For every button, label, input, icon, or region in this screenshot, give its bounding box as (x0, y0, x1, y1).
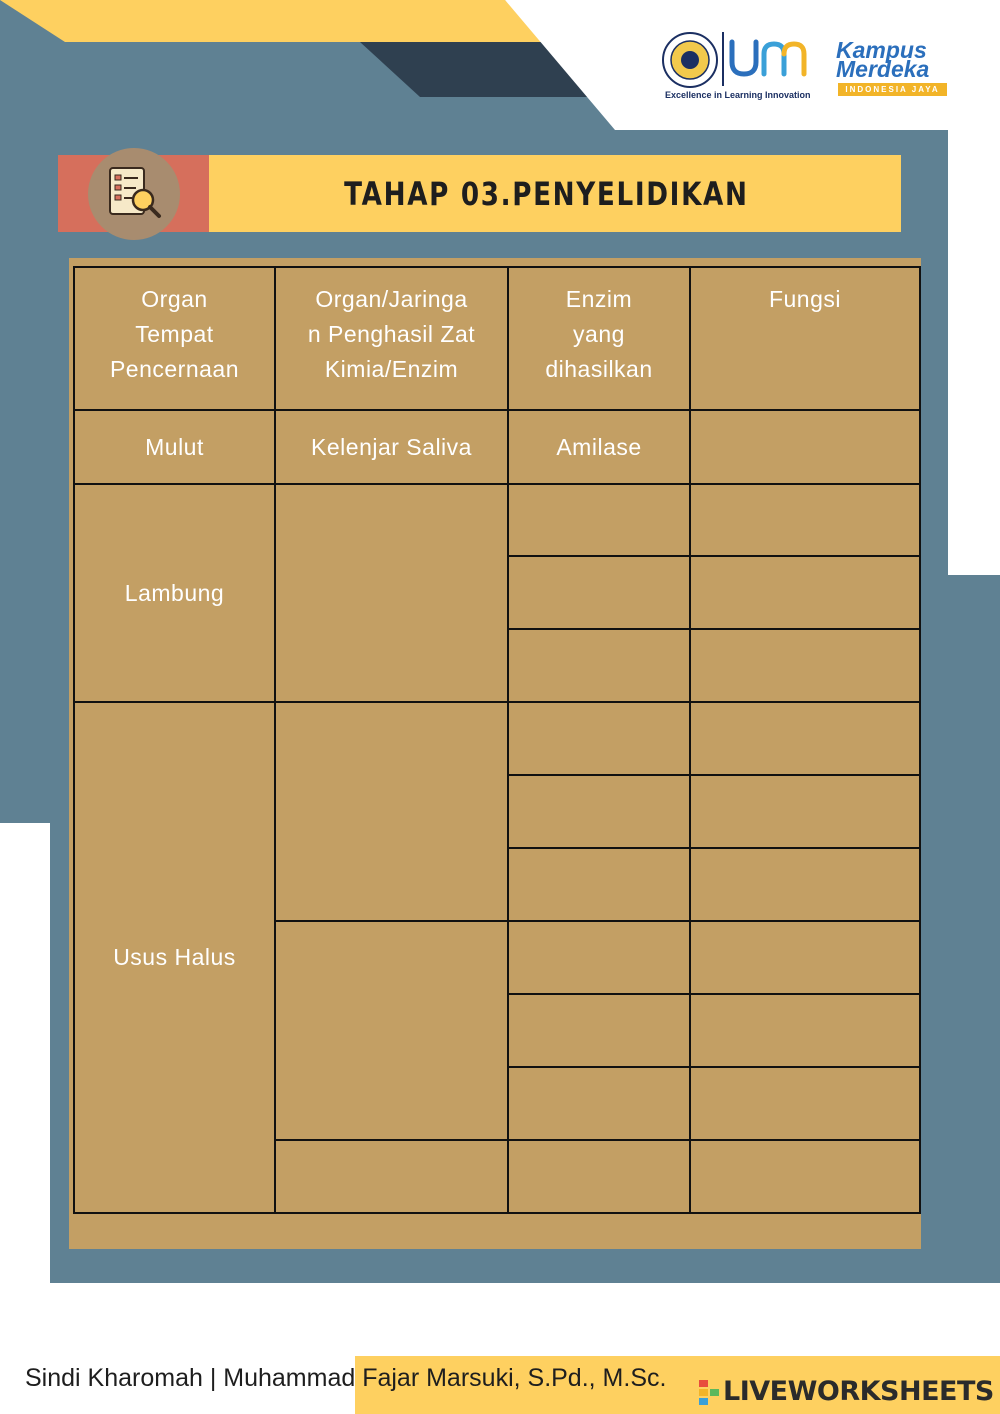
producer-input-usus-halus-2[interactable] (276, 922, 507, 1139)
enzyme-cell-mulut: Amilase (556, 433, 642, 460)
column-header-line: Organ (141, 286, 208, 312)
footer-authors: Sindi Kharomah | Muhammad Fajar Marsuki, S.Pd., M.Sc. (25, 1364, 667, 1392)
organ-cell-mulut: Mulut (145, 433, 204, 460)
function-input-usus-halus-7[interactable] (691, 1141, 919, 1212)
column-header-line: Enzim (565, 286, 633, 312)
enzyme-input-usus-halus-3[interactable] (509, 849, 689, 920)
enzyme-input-usus-halus-1[interactable] (509, 703, 689, 774)
kampus-merdeka-badge: INDONESIA JAYA (838, 83, 947, 96)
column-header-line: dihasilkan (545, 356, 653, 382)
producer-input-lambung[interactable] (276, 485, 507, 701)
function-input-usus-halus-5[interactable] (691, 995, 919, 1066)
document-search-icon (88, 148, 180, 240)
column-header-producer (276, 268, 507, 409)
column-header-line: yang (573, 321, 625, 347)
column-header-line: Fungsi (768, 286, 842, 312)
enzyme-input-usus-halus-7[interactable] (509, 1141, 689, 1212)
producer-input-usus-halus-1[interactable] (276, 703, 507, 920)
grid-line (73, 1212, 921, 1214)
bottom-white-wedge (285, 1283, 1000, 1356)
liveworksheets-watermark (697, 1376, 994, 1407)
enzyme-input-usus-halus-4[interactable] (509, 922, 689, 993)
function-input-usus-halus-2[interactable] (691, 776, 919, 847)
producer-input-usus-halus-3[interactable] (276, 1141, 507, 1212)
liveworksheets-text: LIVEWORKSHEETS (723, 1376, 994, 1407)
producer-cell-mulut: Kelenjar Saliva (311, 433, 472, 460)
function-input-usus-halus-6[interactable] (691, 1068, 919, 1139)
function-input-mulut[interactable] (691, 411, 919, 483)
grid-line (919, 266, 921, 1214)
column-header-line: n Penghasil Zat (307, 321, 476, 347)
column-header-line: Kimia/Enzim (324, 356, 459, 382)
column-header-line: Pencernaan (109, 356, 240, 382)
kampus-merdeka-line1: Kampus (836, 37, 927, 63)
top-yellow-band (0, 0, 545, 42)
function-input-lambung-1[interactable] (691, 485, 919, 555)
enzyme-input-usus-halus-2[interactable] (509, 776, 689, 847)
function-input-usus-halus-4[interactable] (691, 922, 919, 993)
enzyme-input-lambung-1[interactable] (509, 485, 689, 555)
enzyme-input-lambung-3[interactable] (509, 630, 689, 701)
organ-cell-lambung: Lambung (124, 579, 225, 606)
page-title: TAHAP 03.PENYELIDIKAN (344, 174, 749, 213)
title-banner (209, 155, 901, 232)
function-input-usus-halus-3[interactable] (691, 849, 919, 920)
column-header-line: Tempat (135, 321, 214, 347)
icon-circle (88, 148, 180, 240)
enzyme-input-usus-halus-6[interactable] (509, 1068, 689, 1139)
liveworksheets-logo-icon (697, 1378, 723, 1406)
organ-cell-usus-halus: Usus Halus (113, 944, 236, 970)
function-input-lambung-3[interactable] (691, 630, 919, 701)
column-header-organ (75, 268, 274, 409)
kampus-merdeka-line2: Merdeka (836, 56, 930, 82)
function-input-usus-halus-1[interactable] (691, 703, 919, 774)
column-header-enzyme (509, 268, 689, 409)
university-seal-icon (663, 33, 717, 87)
function-input-lambung-2[interactable] (691, 557, 919, 628)
um-caption: Excellence in Learning Innovation (665, 90, 811, 100)
column-header-function (691, 268, 919, 409)
enzyme-input-usus-halus-5[interactable] (509, 995, 689, 1066)
enzyme-input-lambung-2[interactable] (509, 557, 689, 628)
column-header-line: Organ/Jaringa (315, 286, 468, 312)
